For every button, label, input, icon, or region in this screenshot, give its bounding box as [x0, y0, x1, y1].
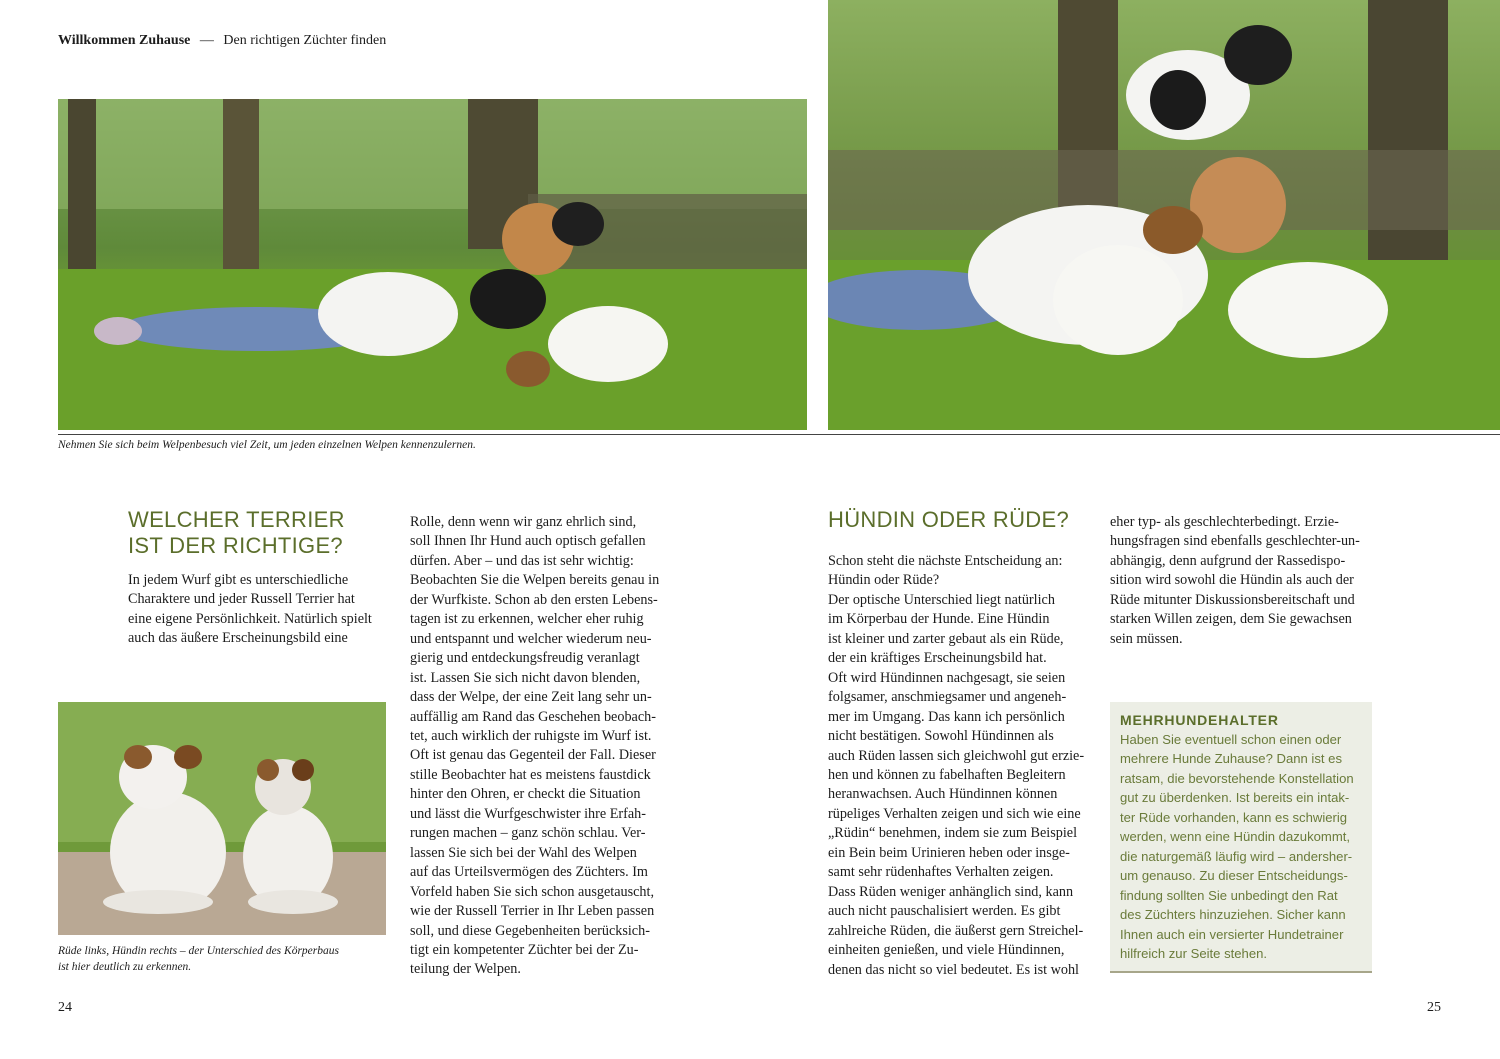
column-1-text	[128, 571, 388, 649]
text-line: heranwachsen. Auch Hündinnen können	[828, 786, 1058, 803]
infobox-mehrhundehalter	[1110, 702, 1372, 973]
infobox-line: die naturgemäß läufig wird – andersher-	[1120, 848, 1353, 864]
text-line: Oft wird Hündinnen nachgesagt, sie seien	[828, 669, 1066, 686]
text-line: teilung der Welpen.	[410, 961, 521, 978]
text-line: Rüde mitunter Diskussionsbereitschaft und	[1110, 591, 1355, 608]
text-line: rüpeliges Verhalten zeigen und sich wie eine	[828, 805, 1081, 822]
column-3-text	[828, 552, 1098, 980]
text-line: mer im Umgang. Das kann ich persönlich	[828, 708, 1065, 725]
infobox-line: des Züchters hinzuziehen. Sicher kann	[1120, 907, 1346, 923]
text-line: Vorfeld haben Sie sich schon ausgetauscht,	[410, 883, 655, 900]
infobox-line: ter Rüde vorhanden, kann es schwierig	[1120, 809, 1348, 825]
header-section: Willkommen Zuhause	[58, 33, 191, 48]
infobox-title: MEHRHUNDEHALTER	[1120, 712, 1279, 728]
running-header	[58, 33, 386, 49]
text-line: Der optische Unterschied liegt natürlich	[828, 591, 1055, 608]
text-line: hen und können zu fabelhaften Begleitern	[828, 766, 1066, 783]
text-line: stille Beobachter hat es meistens faustdick	[410, 766, 651, 783]
text-line: abhängig, denn aufgrund der Rassedispo-	[1110, 552, 1346, 569]
text-line: wie der Russell Terrier in Ihr Leben passen	[410, 903, 655, 920]
text-line: auf das Urteilsvermögen des Züchters. Im	[410, 864, 648, 881]
text-line: tigt ein kompetenter Züchter bei der Zu-	[410, 941, 639, 958]
text-line: auch das äußere Erscheinungsbild eine	[128, 630, 348, 647]
text-line: In jedem Wurf gibt es unterschiedliche	[128, 572, 349, 588]
text-line: gierig und entdeckungsfreudig veranlagt	[410, 650, 640, 667]
text-line: eine eigene Persönlichkeit. Natürlich spielt	[128, 610, 372, 627]
infobox-text	[1120, 730, 1364, 963]
text-line: Hündin oder Rüde?	[828, 572, 940, 589]
photo-woman-puppies-playing	[828, 0, 1500, 430]
infobox-line: gut zu überdenken. Ist bereits ein intak-	[1120, 790, 1350, 806]
caption-line: Rüde links, Hündin rechts – der Unterschied des Körperbaus	[58, 945, 339, 957]
column-2-text	[410, 513, 675, 980]
text-line: Beobachten Sie die Welpen bereits genau in	[410, 572, 660, 589]
text-line: der Wurfkiste. Schon ab den ersten Lebens-	[410, 591, 658, 608]
text-line: und lässt die Wurfgeschwister ihre Erfah-	[410, 805, 646, 822]
text-line: dürfen. Aber – und das ist sehr wichtig:	[410, 552, 634, 569]
column-4-text	[1110, 513, 1380, 649]
text-line: eher typ- als geschlechterbedingt. Erzie-	[1110, 514, 1339, 530]
text-line: im Körperbau der Hunde. Eine Hündin	[828, 611, 1050, 628]
text-line: ist kleiner und zarter gebaut als ein Rüde,	[828, 630, 1064, 647]
infobox-line: werden, wenn eine Hündin dazukommt,	[1120, 829, 1350, 845]
infobox-line: findung sollten Sie unbedingt den Rat	[1120, 887, 1338, 903]
infobox-line: mehrere Hunde Zuhause? Dann ist es	[1120, 751, 1342, 767]
text-line: Rolle, denn wenn wir ganz ehrlich sind,	[410, 514, 637, 530]
infobox-line: Ihnen auch ein versierter Hundetrainer	[1120, 926, 1344, 942]
text-line: einheiten genießen, und viele Hündinnen,	[828, 942, 1065, 959]
text-line: auch nicht pauschalisiert werden. Es gibt	[828, 903, 1061, 920]
heading-line: IST DER RICHTIGE?	[128, 533, 343, 558]
caption-dogs-photo	[58, 943, 388, 975]
text-line: nicht bestätigen. Sowohl Hündinnen als	[828, 728, 1054, 745]
heading-huendin-oder-ruede: HÜNDIN ODER RÜDE?	[828, 507, 1070, 532]
heading-line: WELCHER TERRIER	[128, 507, 345, 532]
caption-line: ist hier deutlich zu erkennen.	[58, 961, 192, 973]
text-line: Dass Rüden weniger anhänglich sind, kann	[828, 883, 1074, 900]
caption-rule	[58, 434, 1500, 435]
text-line: hungsfragen sind ebenfalls geschlechter-un-	[1110, 533, 1360, 550]
text-line: soll Ihnen Ihr Hund auch optisch gefallen	[410, 533, 646, 550]
page-number-left: 24	[58, 1000, 72, 1015]
text-line: Charaktere und jeder Russell Terrier hat	[128, 591, 355, 608]
photo-woman-with-puppies	[58, 99, 807, 430]
text-line: sition wird sowohl die Hündin als auch der	[1110, 572, 1354, 589]
text-line: folgsamer, anschmiegsamer und angeneh-	[828, 689, 1067, 706]
text-line: der ein kräftiges Erscheinungsbild hat.	[828, 650, 1047, 667]
text-line: dass der Welpe, der eine Zeit lang sehr un-	[410, 689, 652, 706]
text-line: lassen Sie sich bei der Wahl des Welpen	[410, 844, 637, 861]
text-line: rungen machen – ganz schön schlau. Ver-	[410, 825, 646, 842]
text-line: tagen ist zu erkennen, welcher eher ruhig	[410, 611, 644, 628]
infobox-line: hilfreich zur Seite stehen.	[1120, 945, 1268, 961]
text-line: denen das nicht so viel bedeutet. Es ist wohl	[828, 961, 1079, 978]
text-line: ein Bein beim Urinieren heben oder insge-	[828, 844, 1070, 861]
text-line: soll, und diese Gegebenheiten berücksich-	[410, 922, 650, 939]
header-dash: —	[199, 33, 214, 48]
infobox-line: ratsam, die bevorstehende Konstellation	[1120, 770, 1354, 786]
text-line: zahlreiche Rüden, die äußerst gern Streichel-	[828, 922, 1084, 939]
text-line: Oft ist genau das Gegenteil der Fall. Dieser	[410, 747, 656, 764]
heading-welcher-terrier	[128, 507, 378, 559]
infobox-line: um genauso. Zu dieser Entscheidungs-	[1120, 868, 1348, 884]
text-line: „Rüdin“ benehmen, indem sie zum Beispiel	[828, 825, 1078, 842]
photo-two-terriers	[58, 702, 386, 935]
text-line: samt sehr rüdenhaftes Verhalten zeigen.	[828, 864, 1054, 881]
text-line: starken Willen zeigen, dem Sie gewachsen	[1110, 611, 1352, 628]
text-line: auch Rüden lassen sich gleichwohl gut erzie-	[828, 747, 1085, 764]
header-title: Den richtigen Züchter finden	[223, 33, 387, 48]
text-line: und entspannt und welcher wiederum neu-	[410, 630, 652, 647]
text-line: ist. Lassen Sie sich nicht davon blenden,	[410, 669, 641, 686]
text-line: tet, auch wirklich der ruhigste im Wurf ist.	[410, 727, 652, 744]
page-number-right: 25	[1427, 1000, 1441, 1015]
text-line: auffällig am Rand das Geschehen beobach-	[410, 708, 656, 725]
caption-top-photos: Nehmen Sie sich beim Welpenbesuch viel Zeit, um jeden einzelnen Welpen kennenzulernen.	[58, 439, 476, 451]
text-line: Schon steht die nächste Entscheidung an:	[828, 553, 1063, 569]
text-line: sein müssen.	[1110, 630, 1183, 647]
text-line: hinter den Ohren, er checkt die Situation	[410, 786, 641, 803]
infobox-line: Haben Sie eventuell schon einen oder	[1120, 732, 1342, 747]
